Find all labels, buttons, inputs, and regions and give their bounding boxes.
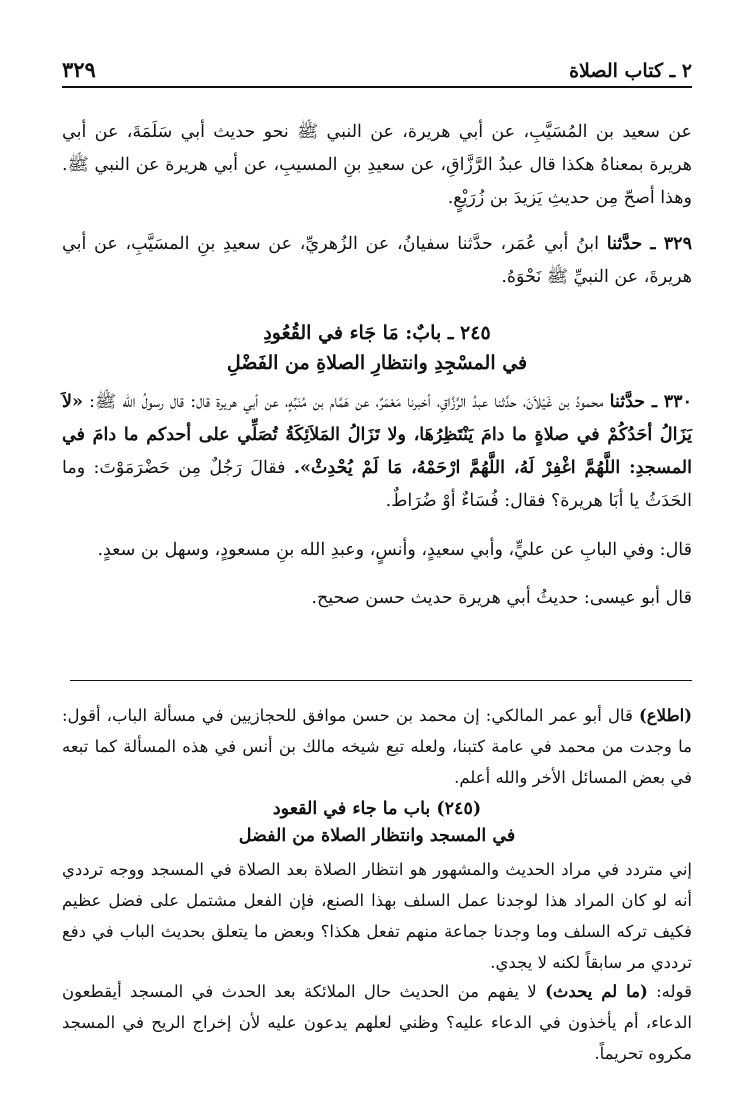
bab-others-text: قال: وفي البابِ عن عليٍّ، وأبي سعيدٍ، وأنسٍ، وعبدِ الله بنِ مسعودٍ، وسهل بن سعدٍ. [97,540,692,560]
note3-text: لا يفهم من الحديث حال الملائكة بعد الحدث في المسجد أيقطعون الدعاء، أم يأخذون في الدعاء عليه؟ وظني لعلهم يدعون عليه لأن إخراج الريح في المسجد مكروه تحريماً. [62,982,692,1063]
bab-others [62,534,692,567]
hadith-330-matn: «لاَ يَزَالُ أحَدُكُمْ في صلاةٍ ما دامَ يَنْتَظِرُهَا، ولا تَزَالُ المَلاَئِكَةُ تُصَلِّي على أحدكم ما دامَ في المسجدِ: اللَّهُمَّ اغْفِرْ لَهُ، اللَّهُمَّ ارْحَمْهُ، مَا لَمْ يُحْدِثْ». [62,392,693,478]
note-bab-heading [62,796,692,850]
note-ittila-text: قال أبو عمر المالكي: إن محمد بن حسن موافق للحجازيين في مسألة الباب، أقول: ما وجدت من محمد في عامة كتبنا، ولعله تبع شيخه مالك بن أنس في هذه المسألة كما تبعه في بعض المسائل الأخر والله أعلم. [62,706,692,787]
chapter-title: ٢ ـ كتاب الصلاة [569,60,692,82]
bab-heading-line1: ٢٤٥ ـ بابٌ: مَا جَاء في القُعُودِ [263,322,491,344]
hadith-330 [62,386,692,518]
footnote-divider [70,680,692,681]
note-bab-line2: في المسجد وانتظار الصلاة من الفضل [238,826,516,846]
page-number: ٣٢٩ [62,57,96,82]
abu-isa-ruling [62,582,692,615]
note-hesitation [62,854,692,978]
continuation-text: عن سعيد بن المُسَيَّبِ، عن أبي هريرة، عن النبي ﷺ نحو حديث أبي سَلَمَةَ، عن أبي هريرة بمعناهُ هكذا قال عبدُ الرَّزَّاقِ، عن سعيدِ بنِ المسيبِ، عن أبي هريرة عن النبي ﷺ. وهذا أصحّ مِن حديثِ يَزيدَ بن زُرَيْعٍ. [62,122,692,208]
note-bab-line1: (٢٤٥) باب ما جاء في القعود [272,799,482,819]
hadith-329 [62,228,692,294]
hadith-330-isnad: محمودُ بن غَيْلاَنَ، حدَّثنا عبدُ الرَّزَّاقِ، أخبرنا مَعْمَرٌ، عن هَمَّام بن مُنَبِّهٍ، عن أبي هريرة قال: قال رسولُ الله ﷺ: [89,392,604,412]
page-header [62,52,692,88]
note3-quote: (ما لم يحدث) [545,982,648,1001]
hadith-330-number: ٣٣٠ ـ حدَّثنا [609,392,692,412]
note3-prefix: قوله: [656,982,692,1001]
note-ittila-label: (اطلاع) [638,706,693,725]
continuation-paragraph [62,116,692,215]
hadith-329-text: ابنُ أبي عُمَر، حدَّثنا سفيانُ، عن الزُهريِّ، عن سعيدِ بنِ المسَيَّبِ، عن أبي هريرةَ، عن النبيِّ ﷺ نَحْوَهُ. [62,234,692,287]
note-hesitation-text: إني متردد في مراد الحديث والمشهور هو انتظار الصلاة بعد الصلاة في المسجد ووجه ترددي أنه لو كان المراد هذا لوجدنا عمل السلف بهذا الصنع، فإن الفعل مشتمل على فضل عظيم فكيف تركه السلف وما وجدنا جماعة منهم تفعل هكذا؟ وبعض ما يتعلق بحديث الباب في دفع ترددي مر سابقاً لكنه لا يجدي. [62,860,692,972]
hadith-330-tail: فقالَ رَجُلٌ مِن حَضْرَمَوْتَ: وما الحَدَثُ يا أبَا هريرة؟ فقال: فُسَاءٌ أوْ ضُرَاطٌ. [62,458,692,511]
note-ma-lam-yuhdith [62,976,692,1069]
hadith-329-number: ٣٢٩ ـ حدَّثنا [606,234,692,254]
note-ittila [62,700,692,793]
bab-heading-line2: في المسْجِدِ وانتظارِ الصلاةِ من الفَضْلِ [226,352,528,374]
bab-heading [62,318,692,378]
abu-isa-text: قال أبو عيسى: حديثُ أبي هريرة حديث حسن صحيح. [311,588,692,608]
